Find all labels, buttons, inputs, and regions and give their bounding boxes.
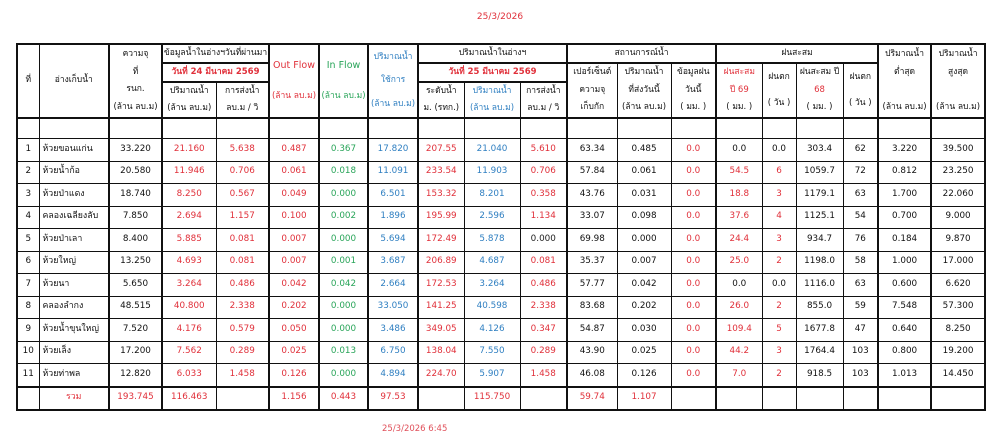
cell-capacity: 12.820: [109, 364, 162, 387]
cell-name: คลองลำกง: [39, 296, 109, 319]
cell-curr-release: 0.706: [520, 161, 567, 184]
cell-min: 1.013: [878, 364, 931, 387]
cell-usable: 5.694: [368, 229, 418, 252]
total-label: รวม: [39, 387, 109, 410]
cell-curr-release: 1.134: [520, 206, 567, 229]
header-capacity: ความจุ ที่ รนก. (ล้าน ลบ.ม): [109, 44, 162, 118]
cell-capacity: 17.200: [109, 341, 162, 364]
timestamp: 25/3/2026 6:45: [382, 424, 448, 434]
cell-rain68-days: 58: [843, 251, 878, 274]
header-curr-date: วันที่ 25 มีนาคม 2569: [418, 63, 567, 82]
header-rain69-days: ฝนตก ( วัน ): [762, 63, 796, 118]
cell-prev-volume: 11.946: [162, 161, 216, 184]
cell-inflow: 0.000: [319, 364, 368, 387]
cell-min: 1.000: [878, 251, 931, 274]
header-percent: เปอร์เซ็นต์ ความจุ เก็บกัก: [567, 63, 617, 118]
cell-sent-today: 0.025: [617, 341, 671, 364]
cell-level: 207.55: [418, 139, 464, 162]
cell-inflow: 0.018: [319, 161, 368, 184]
cell-percent: 83.68: [567, 296, 617, 319]
table-row: [17, 251, 985, 274]
cell-max: 23.250: [931, 161, 985, 184]
cell-rain68-days: 59: [843, 296, 878, 319]
cell-rain-today: 0.0: [671, 206, 716, 229]
cell-prev-release: 1.458: [216, 364, 269, 387]
cell-curr-release: 5.610: [520, 139, 567, 162]
cell-level: 349.05: [418, 319, 464, 342]
total-capacity: 193.745: [109, 387, 162, 410]
cell-rain68: 1125.1: [796, 206, 843, 229]
cell-min: 0.800: [878, 341, 931, 364]
cell-outflow: 0.061: [269, 161, 319, 184]
cell-inflow: 0.013: [319, 341, 368, 364]
header-no: ที่: [17, 44, 39, 118]
cell-capacity: 7.520: [109, 319, 162, 342]
cell-rain69-days: 4: [762, 206, 796, 229]
total-outflow: 1.156: [269, 387, 319, 410]
cell-inflow: 0.000: [319, 319, 368, 342]
cell-curr-volume: 7.550: [464, 341, 520, 364]
cell-no: 6: [17, 251, 39, 274]
cell-rain68: 1677.8: [796, 319, 843, 342]
cell-no: 10: [17, 341, 39, 364]
cell-max: 9.870: [931, 229, 985, 252]
cell-name: ห้วยขอนแก่น: [39, 139, 109, 162]
cell-outflow: 0.049: [269, 184, 319, 207]
cell-rain68: 303.4: [796, 139, 843, 162]
cell-rain-today: 0.0: [671, 341, 716, 364]
cell-name: ห้วยนา: [39, 274, 109, 297]
cell-outflow: 0.487: [269, 139, 319, 162]
cell-rain68-days: 103: [843, 364, 878, 387]
cell-min: 3.220: [878, 139, 931, 162]
table-row: [17, 184, 985, 207]
cell-rain69: 44.2: [716, 341, 762, 364]
cell-name: ห้วยป่าเลา: [39, 229, 109, 252]
header-sent-today: ปริมาณน้ำ ที่ส่งวันนี้ (ล้าน ลบ.ม): [617, 63, 671, 118]
cell-inflow: 0.042: [319, 274, 368, 297]
cell-rain-today: 0.0: [671, 139, 716, 162]
cell-outflow: 0.007: [269, 251, 319, 274]
table-row: [17, 296, 985, 319]
cell-name: คลองเฉลียงลับ: [39, 206, 109, 229]
cell-name: ห้วยเล็ง: [39, 341, 109, 364]
cell-usable: 6.501: [368, 184, 418, 207]
cell-percent: 63.34: [567, 139, 617, 162]
cell-sent-today: 0.042: [617, 274, 671, 297]
cell-rain68: 1059.7: [796, 161, 843, 184]
cell-prev-release: 0.289: [216, 341, 269, 364]
cell-prev-volume: 3.264: [162, 274, 216, 297]
cell-rain69-days: 3: [762, 229, 796, 252]
header-max: ปริมาณน้ำ สูงสุด (ล้าน ลบ.ม): [931, 44, 985, 118]
cell-sent-today: 0.000: [617, 229, 671, 252]
cell-rain69: 54.5: [716, 161, 762, 184]
blank-row: [17, 118, 985, 139]
header-rain69: ฝนสะสม ปี 69 ( มม. ): [716, 63, 762, 118]
cell-min: 7.548: [878, 296, 931, 319]
cell-rain68: 1198.0: [796, 251, 843, 274]
cell-no: 11: [17, 364, 39, 387]
cell-outflow: 0.042: [269, 274, 319, 297]
cell-level: 172.49: [418, 229, 464, 252]
header-status-group: สถานการณ์น้ำ: [567, 44, 716, 63]
cell-max: 19.200: [931, 341, 985, 364]
cell-percent: 57.84: [567, 161, 617, 184]
reservoir-table: [16, 43, 986, 411]
cell-rain69: 7.0: [716, 364, 762, 387]
cell-curr-release: 0.081: [520, 251, 567, 274]
header-rain68-days: ฝนตก ( วัน ): [843, 63, 878, 118]
cell-rain-today: 0.0: [671, 229, 716, 252]
table-row: [17, 274, 985, 297]
header-rain-today: ข้อมูลฝน วันนี้ ( มม. ): [671, 63, 716, 118]
cell-max: 8.250: [931, 319, 985, 342]
cell-inflow: 0.000: [319, 296, 368, 319]
header-usable: ปริมาณน้ำ ใช้การ (ล้าน ลบ.ม): [368, 44, 418, 118]
cell-max: 17.000: [931, 251, 985, 274]
cell-curr-volume: 21.040: [464, 139, 520, 162]
cell-inflow: 0.000: [319, 184, 368, 207]
cell-prev-volume: 4.176: [162, 319, 216, 342]
cell-outflow: 0.202: [269, 296, 319, 319]
cell-rain69: 37.6: [716, 206, 762, 229]
cell-sent-today: 0.098: [617, 206, 671, 229]
cell-rain68-days: 47: [843, 319, 878, 342]
cell-outflow: 0.050: [269, 319, 319, 342]
header-level: ระดับน้ำ ม. (รทก.): [418, 82, 464, 118]
cell-no: 9: [17, 319, 39, 342]
cell-curr-volume: 5.878: [464, 229, 520, 252]
cell-level: 172.53: [418, 274, 464, 297]
header-curr-volume: ปริมาณน้ำ (ล้าน ลบ.ม): [464, 82, 520, 118]
header-prev-group: ข้อมูลน้ำในอ่างฯวันที่ผ่านมา: [162, 44, 269, 63]
cell-curr-volume: 40.598: [464, 296, 520, 319]
cell-capacity: 33.220: [109, 139, 162, 162]
cell-rain-today: 0.0: [671, 319, 716, 342]
cell-rain68-days: 72: [843, 161, 878, 184]
cell-rain68-days: 76: [843, 229, 878, 252]
cell-max: 39.500: [931, 139, 985, 162]
cell-min: 0.640: [878, 319, 931, 342]
cell-sent-today: 0.202: [617, 296, 671, 319]
cell-inflow: 0.367: [319, 139, 368, 162]
cell-rain-today: 0.0: [671, 274, 716, 297]
cell-curr-release: 0.486: [520, 274, 567, 297]
table-row: [17, 161, 985, 184]
cell-rain69-days: 2: [762, 251, 796, 274]
header-row-2: [17, 63, 985, 82]
cell-rain69-days: 6: [762, 161, 796, 184]
cell-usable: 33.050: [368, 296, 418, 319]
total-row: [17, 387, 985, 410]
cell-curr-release: 2.338: [520, 296, 567, 319]
table-row: [17, 206, 985, 229]
header-curr-release: การส่งน้ำ ลบ.ม / วิ: [520, 82, 567, 118]
cell-outflow: 0.100: [269, 206, 319, 229]
cell-curr-volume: 11.903: [464, 161, 520, 184]
cell-usable: 1.896: [368, 206, 418, 229]
table-row: [17, 319, 985, 342]
header-row-1: [17, 44, 985, 63]
total-prev-volume: 116.463: [162, 387, 216, 410]
cell-capacity: 18.740: [109, 184, 162, 207]
cell-capacity: 13.250: [109, 251, 162, 274]
cell-max: 9.000: [931, 206, 985, 229]
table-row: [17, 341, 985, 364]
cell-percent: 69.98: [567, 229, 617, 252]
total-curr-volume: 115.750: [464, 387, 520, 410]
cell-no: 8: [17, 296, 39, 319]
cell-level: 153.32: [418, 184, 464, 207]
cell-sent-today: 0.031: [617, 184, 671, 207]
cell-level: 138.04: [418, 341, 464, 364]
cell-curr-volume: 5.907: [464, 364, 520, 387]
cell-percent: 35.37: [567, 251, 617, 274]
cell-name: ห้วยใหญ่: [39, 251, 109, 274]
cell-max: 22.060: [931, 184, 985, 207]
cell-usable: 2.664: [368, 274, 418, 297]
cell-rain69-days: 5: [762, 319, 796, 342]
cell-percent: 33.07: [567, 206, 617, 229]
header-prev-date: วันที่ 24 มีนาคม 2569: [162, 63, 269, 82]
report-date: 25/3/2026: [476, 12, 524, 22]
cell-usable: 4.894: [368, 364, 418, 387]
cell-prev-release: 0.579: [216, 319, 269, 342]
cell-rain68: 1764.4: [796, 341, 843, 364]
cell-outflow: 0.007: [269, 229, 319, 252]
cell-level: 206.89: [418, 251, 464, 274]
header-rain68: ฝนสะสม ปี 68 ( มม. ): [796, 63, 843, 118]
cell-prev-volume: 8.250: [162, 184, 216, 207]
cell-sent-today: 0.485: [617, 139, 671, 162]
cell-rain-today: 0.0: [671, 184, 716, 207]
cell-sent-today: 0.030: [617, 319, 671, 342]
cell-min: 1.700: [878, 184, 931, 207]
cell-capacity: 20.580: [109, 161, 162, 184]
cell-prev-volume: 40.800: [162, 296, 216, 319]
cell-outflow: 0.126: [269, 364, 319, 387]
cell-outflow: 0.025: [269, 341, 319, 364]
cell-usable: 3.486: [368, 319, 418, 342]
cell-rain69-days: 0.0: [762, 139, 796, 162]
cell-curr-release: 0.000: [520, 229, 567, 252]
total-percent: 59.74: [567, 387, 617, 410]
cell-curr-volume: 4.126: [464, 319, 520, 342]
header-outflow: Out Flow (ล้าน ลบ.ม): [269, 44, 319, 118]
cell-rain69-days: 2: [762, 364, 796, 387]
cell-sent-today: 0.007: [617, 251, 671, 274]
header-inflow: In Flow (ล้าน ลบ.ม): [319, 44, 368, 118]
cell-rain68-days: 62: [843, 139, 878, 162]
cell-rain-today: 0.0: [671, 161, 716, 184]
cell-rain68-days: 63: [843, 274, 878, 297]
cell-prev-release: 2.338: [216, 296, 269, 319]
cell-usable: 17.820: [368, 139, 418, 162]
cell-prev-release: 0.706: [216, 161, 269, 184]
cell-min: 0.600: [878, 274, 931, 297]
cell-prev-volume: 2.694: [162, 206, 216, 229]
cell-level: 233.54: [418, 161, 464, 184]
cell-rain68: 855.0: [796, 296, 843, 319]
cell-name: ห้วยป่าแดง: [39, 184, 109, 207]
cell-inflow: 0.002: [319, 206, 368, 229]
cell-rain69: 25.0: [716, 251, 762, 274]
cell-rain69: 0.0: [716, 274, 762, 297]
cell-rain-today: 0.0: [671, 296, 716, 319]
cell-rain68: 918.5: [796, 364, 843, 387]
header-curr-group: ปริมาณน้ำในอ่างฯ: [418, 44, 567, 63]
cell-rain-today: 0.0: [671, 364, 716, 387]
cell-rain69-days: 3: [762, 341, 796, 364]
total-usable: 97.53: [368, 387, 418, 410]
header-reservoir: อ่างเก็บน้ำ: [39, 44, 109, 118]
cell-prev-volume: 5.885: [162, 229, 216, 252]
cell-capacity: 48.515: [109, 296, 162, 319]
cell-name: ห้วยน้ำขุนใหญ่: [39, 319, 109, 342]
cell-rain69: 109.4: [716, 319, 762, 342]
cell-max: 57.300: [931, 296, 985, 319]
cell-rain69-days: 3: [762, 184, 796, 207]
cell-no: 1: [17, 139, 39, 162]
cell-prev-release: 0.486: [216, 274, 269, 297]
cell-level: 141.25: [418, 296, 464, 319]
cell-prev-volume: 6.033: [162, 364, 216, 387]
cell-rain69: 24.4: [716, 229, 762, 252]
cell-min: 0.700: [878, 206, 931, 229]
cell-no: 4: [17, 206, 39, 229]
cell-curr-release: 0.347: [520, 319, 567, 342]
cell-max: 6.620: [931, 274, 985, 297]
cell-min: 0.184: [878, 229, 931, 252]
cell-percent: 54.87: [567, 319, 617, 342]
cell-prev-volume: 7.562: [162, 341, 216, 364]
table-row: [17, 364, 985, 387]
cell-rain68-days: 54: [843, 206, 878, 229]
cell-prev-volume: 4.693: [162, 251, 216, 274]
header-prev-volume: ปริมาณน้ำ (ล้าน ลบ.ม): [162, 82, 216, 118]
cell-curr-release: 0.358: [520, 184, 567, 207]
table-row: [17, 229, 985, 252]
total-sent-today: 1.107: [617, 387, 671, 410]
cell-no: 3: [17, 184, 39, 207]
cell-prev-release: 5.638: [216, 139, 269, 162]
cell-usable: 11.091: [368, 161, 418, 184]
cell-sent-today: 0.126: [617, 364, 671, 387]
cell-curr-volume: 2.596: [464, 206, 520, 229]
cell-name: ห้วยน้ำก้อ: [39, 161, 109, 184]
cell-name: ห้วยท่าพล: [39, 364, 109, 387]
cell-usable: 3.687: [368, 251, 418, 274]
cell-rain69: 18.8: [716, 184, 762, 207]
header-prev-release: การส่งน้ำ ลบ.ม / วิ: [216, 82, 269, 118]
cell-rain69: 26.0: [716, 296, 762, 319]
cell-usable: 6.750: [368, 341, 418, 364]
data-rows: [17, 139, 985, 387]
header-min: ปริมาณน้ำ ต่ำสุด (ล้าน ลบ.ม): [878, 44, 931, 118]
cell-rain68: 934.7: [796, 229, 843, 252]
cell-percent: 43.90: [567, 341, 617, 364]
cell-rain68: 1116.0: [796, 274, 843, 297]
cell-inflow: 0.001: [319, 251, 368, 274]
cell-curr-volume: 3.264: [464, 274, 520, 297]
cell-rain69-days: 0.0: [762, 274, 796, 297]
cell-curr-release: 1.458: [520, 364, 567, 387]
cell-percent: 46.08: [567, 364, 617, 387]
cell-percent: 57.77: [567, 274, 617, 297]
cell-rain69-days: 2: [762, 296, 796, 319]
cell-prev-volume: 21.160: [162, 139, 216, 162]
cell-rain68-days: 63: [843, 184, 878, 207]
cell-curr-release: 0.289: [520, 341, 567, 364]
cell-rain68-days: 103: [843, 341, 878, 364]
header-rain-group: ฝนสะสม: [716, 44, 878, 63]
cell-curr-volume: 4.687: [464, 251, 520, 274]
cell-no: 5: [17, 229, 39, 252]
cell-min: 0.812: [878, 161, 931, 184]
cell-prev-release: 1.157: [216, 206, 269, 229]
cell-no: 7: [17, 274, 39, 297]
cell-inflow: 0.000: [319, 229, 368, 252]
cell-rain69: 0.0: [716, 139, 762, 162]
cell-no: 2: [17, 161, 39, 184]
cell-prev-release: 0.081: [216, 229, 269, 252]
cell-capacity: 8.400: [109, 229, 162, 252]
cell-prev-release: 0.081: [216, 251, 269, 274]
cell-prev-release: 0.567: [216, 184, 269, 207]
total-inflow: 0.443: [319, 387, 368, 410]
cell-curr-volume: 8.201: [464, 184, 520, 207]
cell-level: 224.70: [418, 364, 464, 387]
cell-capacity: 7.850: [109, 206, 162, 229]
cell-percent: 43.76: [567, 184, 617, 207]
cell-rain-today: 0.0: [671, 251, 716, 274]
cell-max: 14.450: [931, 364, 985, 387]
cell-level: 195.99: [418, 206, 464, 229]
cell-sent-today: 0.061: [617, 161, 671, 184]
cell-rain68: 1179.1: [796, 184, 843, 207]
cell-capacity: 5.650: [109, 274, 162, 297]
table-row: [17, 139, 985, 162]
